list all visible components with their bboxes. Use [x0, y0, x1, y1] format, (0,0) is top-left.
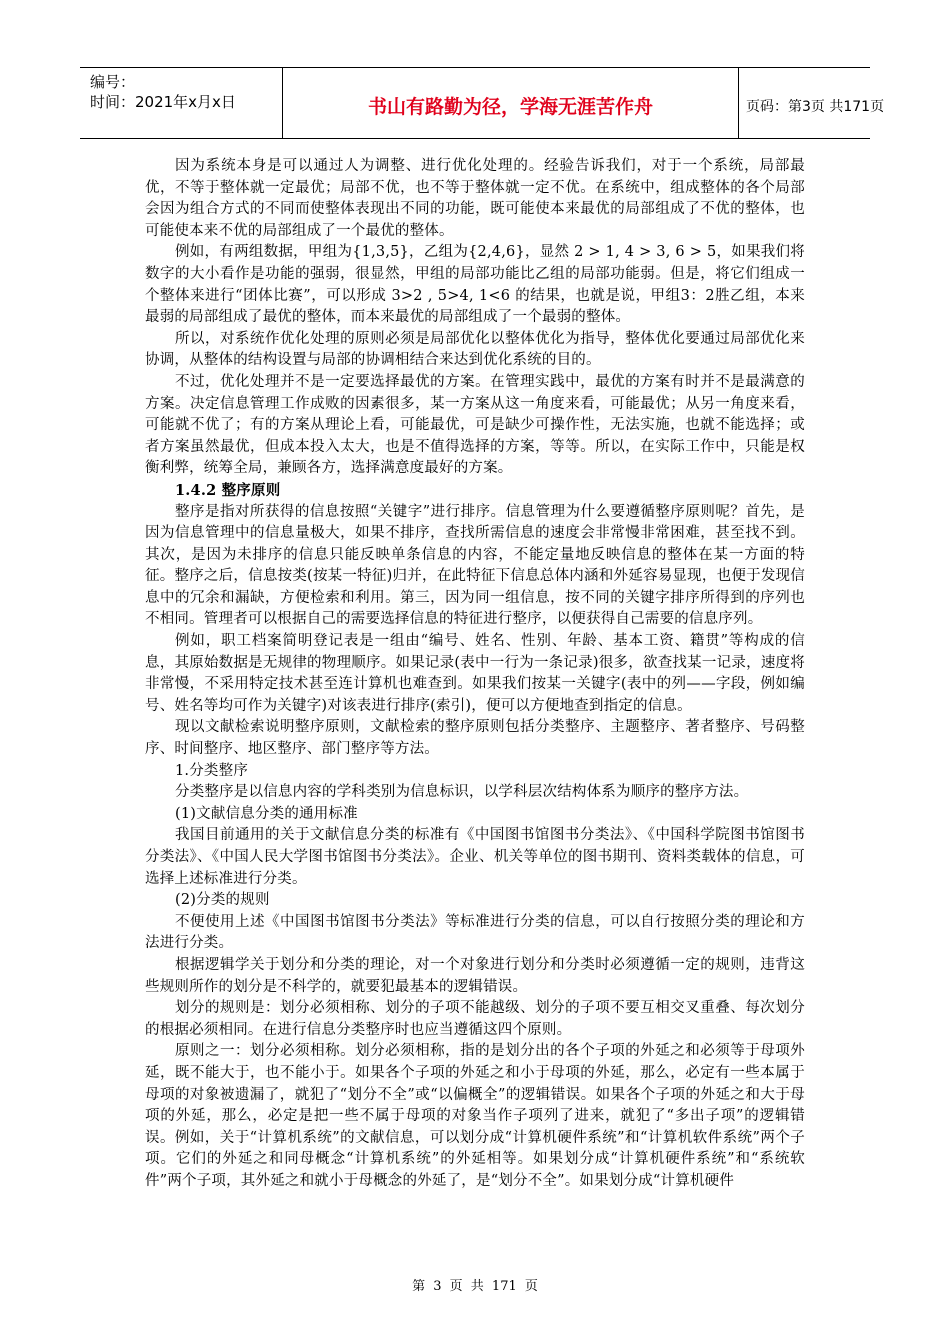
subheading-general-standards: (1)文献信息分类的通用标准 [175, 805, 358, 822]
paragraph-literature-retrieval: 现以文献检索说明整序原则，文献检索的整序原则包括分类整序、主题整序、著者整序、号码整序、时间整序、地区整序、部门整序等方法。 [145, 719, 805, 758]
section-heading-ordering: 1.4.2 整序原则 [175, 481, 281, 499]
paragraph-satisfactory-solution: 不过，优化处理并不是一定要选择最优的方案。在管理实践中，最优的方案有时并不是最满意的方案。决定信息管理工作成败的因素很多，某一方案从这一角度来看，可能最优；从另一角度来看，可能就不优了；有的方案从理论上看，可能最优，可是缺少可操作性，无法实施，也就不能选择；或者方案虽然最优，但成本投入太大，也是不值得选择的方案，等等。所以，在实际工作中，只能是权衡利弊，统筹全局，兼顾各方，选择满意度最好的方案。 [145, 373, 805, 477]
document-time-label: 时间：2021年x月x日 [90, 93, 236, 111]
paragraph-example-groups: 例如，有两组数据，甲组为{1,3,5}，乙组为{2,4,6}，显然 2 > 1, 4 > 3, 6 > 5，如果我们将数字的大小看作是功能的强弱，很显然，甲组的局部功能比乙组的局部功能弱。但是，将它们组成一个整体来进行“团体比赛”，可以形成 3>2 , 5>4, 1<6 的结果，也就是说，甲组3：2胜乙组，本来最弱的局部组成了最优的整体，而本来最优的局部组成了一个最弱的整体。 [145, 244, 805, 326]
header-page-info: 页码：第3页 共171页 [746, 99, 885, 115]
header-motto-cell [282, 68, 739, 138]
paragraph-standards-list: 我国目前通用的关于文献信息分类的标准有《中国图书馆图书分类法》、《中国科学院图书馆图书分类法》、《中国人民大学图书馆图书分类法》。企业、机关等单位的图书期刊、资料类载体的信息，可选择上述标准进行分类。 [145, 827, 805, 887]
header-motto: 书山有路勤为径，学海无涯苦作舟 [367, 96, 653, 118]
paragraph-custom-classification: 不便使用上述《中国图书馆图书分类法》等标准进行分类的信息，可以自行按照分类的理论和方法进行分类。 [145, 913, 805, 952]
paragraph-logic-theory: 根据逻辑学关于划分和分类的理论，对一个对象进行划分和分类时必须遵循一定的规则，违背这些规则所作的划分是不科学的，就要犯最基本的逻辑错误。 [145, 956, 805, 995]
paragraph-ordering-definition: 整序是指对所获得的信息按照“关键字”进行排序。信息管理为什么要遵循整序原则呢？首先，是因为信息管理中的信息量极大，如果不排序，查找所需信息的速度会非常慢非常困难，甚至找不到。其次，是因为未排序的信息只能反映单条信息的内容，不能定量地反映信息的整体在某一方面的特征。整序之后，信息按类(按某一特征)归并，在此特征下信息总体内涵和外延容易显现，也便于发现信息中的冗余和漏缺，方便检索和利用。第三，因为同一组信息，按不同的关键字排序所得到的序列也不相同。管理者可以根据自己的需要选择信息的特征进行整序，以便获得自己需要的信息序列。 [145, 503, 805, 628]
paragraph-optimization-principle: 所以，对系统作优化处理的原则必须是局部优化以整体优化为指导，整体优化要通过局部优化来协调，从整体的结构设置与局部的协调相结合来达到优化系统的目的。 [145, 330, 805, 369]
subheading-classification: 1.分类整序 [175, 762, 249, 779]
header-page-cell [738, 68, 885, 138]
document-number-label: 编号： [90, 73, 136, 91]
subheading-classification-rules: (2)分类的规则 [175, 892, 270, 909]
header-info-cell [80, 68, 280, 138]
paragraph-rule-one: 原则之一：划分必须相称。划分必须相称，指的是划分出的各个子项的外延之和必须等于母项外延，既不能大于，也不能小于。如果各个子项的外延之和小于母项的外延，那么，必定有一些本属于母项的对象被遗漏了，就犯了“划分不全”或“以偏概全”的逻辑错误。如果各个子项的外延之和大于母项的外延，那么，必定是把一些不属于母项的对象当作子项列了进来，就犯了“多出子项”的逻辑错误。例如，关于“计算机系统”的文献信息，可以划分成“计算机硬件系统”和“计算机软件系统”两个子项。它们的外延之和同母概念“计算机系统”的外延相等。如果划分成“计算机硬件系统”和“系统软件”两个子项，其外延之和就小于母概念的外延了，是“划分不全”。如果划分成“计算机硬件 [145, 1043, 805, 1189]
document-body [145, 156, 805, 1193]
paragraph-employee-record-example: 例如，职工档案简明登记表是一组由“编号、姓名、性别、年龄、基本工资、籍贯”等构成的信息，其原始数据是无规律的物理顺序。如果记录(表中一行为一条记录)很多，欲查找某一记录，速度将非常慢，不采用特定技术甚至连计算机也难查到。如果我们按某一关键字(表中的列——字段，例如编号、姓名等均可作为关键字)对该表进行排序(索引)，便可以方便地查到指定的信息。 [145, 633, 805, 714]
paragraph-system-optimization: 因为系统本身是可以通过人为调整、进行优化处理的。经验告诉我们，对于一个系统，局部最优，不等于整体就一定最优；局部不优，也不等于整体就一定不优。在系统中，组成整体的各个局部会因为组合方式的不同而使整体表现出不同的功能，既可能使本来最优的局部组成了不优的整体，也可能使本来不优的局部组成了一个最优的整体。 [145, 158, 805, 239]
page-footer: 第 3 页 共 171 页 [412, 1279, 538, 1294]
paragraph-division-rules: 划分的规则是：划分必须相称、划分的子项不能越级、划分的子项不要互相交叉重叠、每次划分的根据必须相同。在进行信息分类整序时也应当遵循这四个原则。 [145, 1000, 805, 1038]
paragraph-classification-definition: 分类整序是以信息内容的学科类别为信息标识，以学科层次结构体系为顺序的整序方法。 [175, 784, 749, 801]
page-header [80, 67, 885, 139]
